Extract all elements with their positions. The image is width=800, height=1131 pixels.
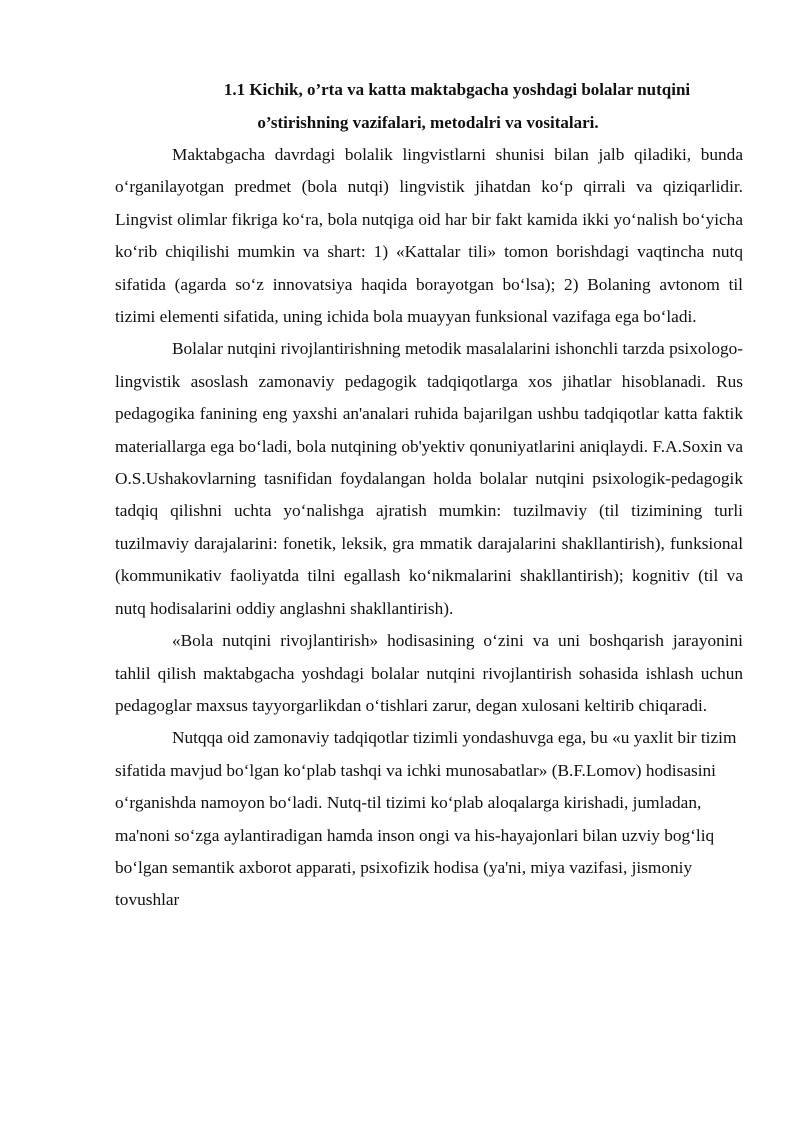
paragraph-4: Nutqqa oid zamonaviy tadqiqotlar tizimli yondashuvga ega, bu «u yaxlit bir tizim sifatida mavjud boʻlgan koʻplab tashqi va ichki munosabatlar» (B.F.Lomov) hodisasini oʻrganishda namoyon boʻladi. Nutq-til tizimi koʻplab aloqalarga kirishadi, jumladan, ma'noni soʻzga aylantiradigan hamda inson ongi va his-hayajonlari bilan uzviy bogʻliq boʻlgan semantik axborot apparati, psixofizik hodisa (ya'ni, miya vazifasi, jismoniy tovushlar <box>115 728 737 910</box>
body-text <box>115 139 743 917</box>
section-heading <box>113 73 743 139</box>
heading-line-2: o’stirishning vazifalari, metodalri va vositalari. <box>257 113 599 132</box>
paragraph-3: «Bola nutqini rivojlantirish» hodisasining oʻzini va uni boshqarish jarayonini tahlil qilish maktabgacha yoshdagi bolalar nutqini rivojlantirish sohasida ishlash uchun pedagoglar maxsus tayyorgarlikdan oʻtishlari zarur, degan xulosani keltirib chiqaradi. <box>115 631 743 715</box>
paragraph-1: Maktabgacha davrdagi bolalik lingvistlarni shunisi bilan jalb qiladiki, bunda oʻrganilayotgan predmet (bola nutqi) lingvistik jihatdan koʻp qirrali va qiziqarlidir. Lingvist olimlar fikriga koʻra, bola nutqiga oid har bir fakt kamida ikki yoʻnalish boʻyicha koʻrib chiqilishi mumkin va shart: 1) «Kattalar tili» tomon borishdagi vaqtincha nutq sifatida (agarda soʻz innovatsiya haqida borayotgan boʻlsa); 2) Bolaning avtonom til tizimi elementi sifatida, uning ichida bola muayyan funksional vazifaga ega boʻladi. <box>115 145 743 327</box>
paragraph-2: Bolalar nutqini rivojlantirishning metodik masalalarini ishonchli tarzda psixologo-lingvistik asoslash zamonaviy pedagogik tadqiqotlarga xos jihatlar hisoblanadi. Rus pedagogika fanining eng yaxshi an'analari ruhida bajarilgan ushbu tadqiqotlar katta faktik materiallarga ega boʻladi, bola nutqining ob'yektiv qonuniyatlarini aniqlaydi. F.A.Soxin va O.S.Ushakovlarning tasnifidan foydalangan holda bolalar nutqini psixologik-pedagogik tadqiq qilishni uchta yoʻnalishga ajratish mumkin: tuzilmaviy (til tizimining turli tuzilmaviy darajalarini: fonetik, leksik, gra mmatik darajalarini shakllantirish), funksional (kommunikativ faoliyatda tilni egallash koʻnikmalarini shakllantirish); kognitiv (til va nutq hodisalarini oddiy anglashni shakllantirish). <box>115 339 743 618</box>
heading-line-1: 1.1 Kichik, o’rta va katta maktabgacha yoshdagi bolalar nutqini <box>223 80 691 99</box>
